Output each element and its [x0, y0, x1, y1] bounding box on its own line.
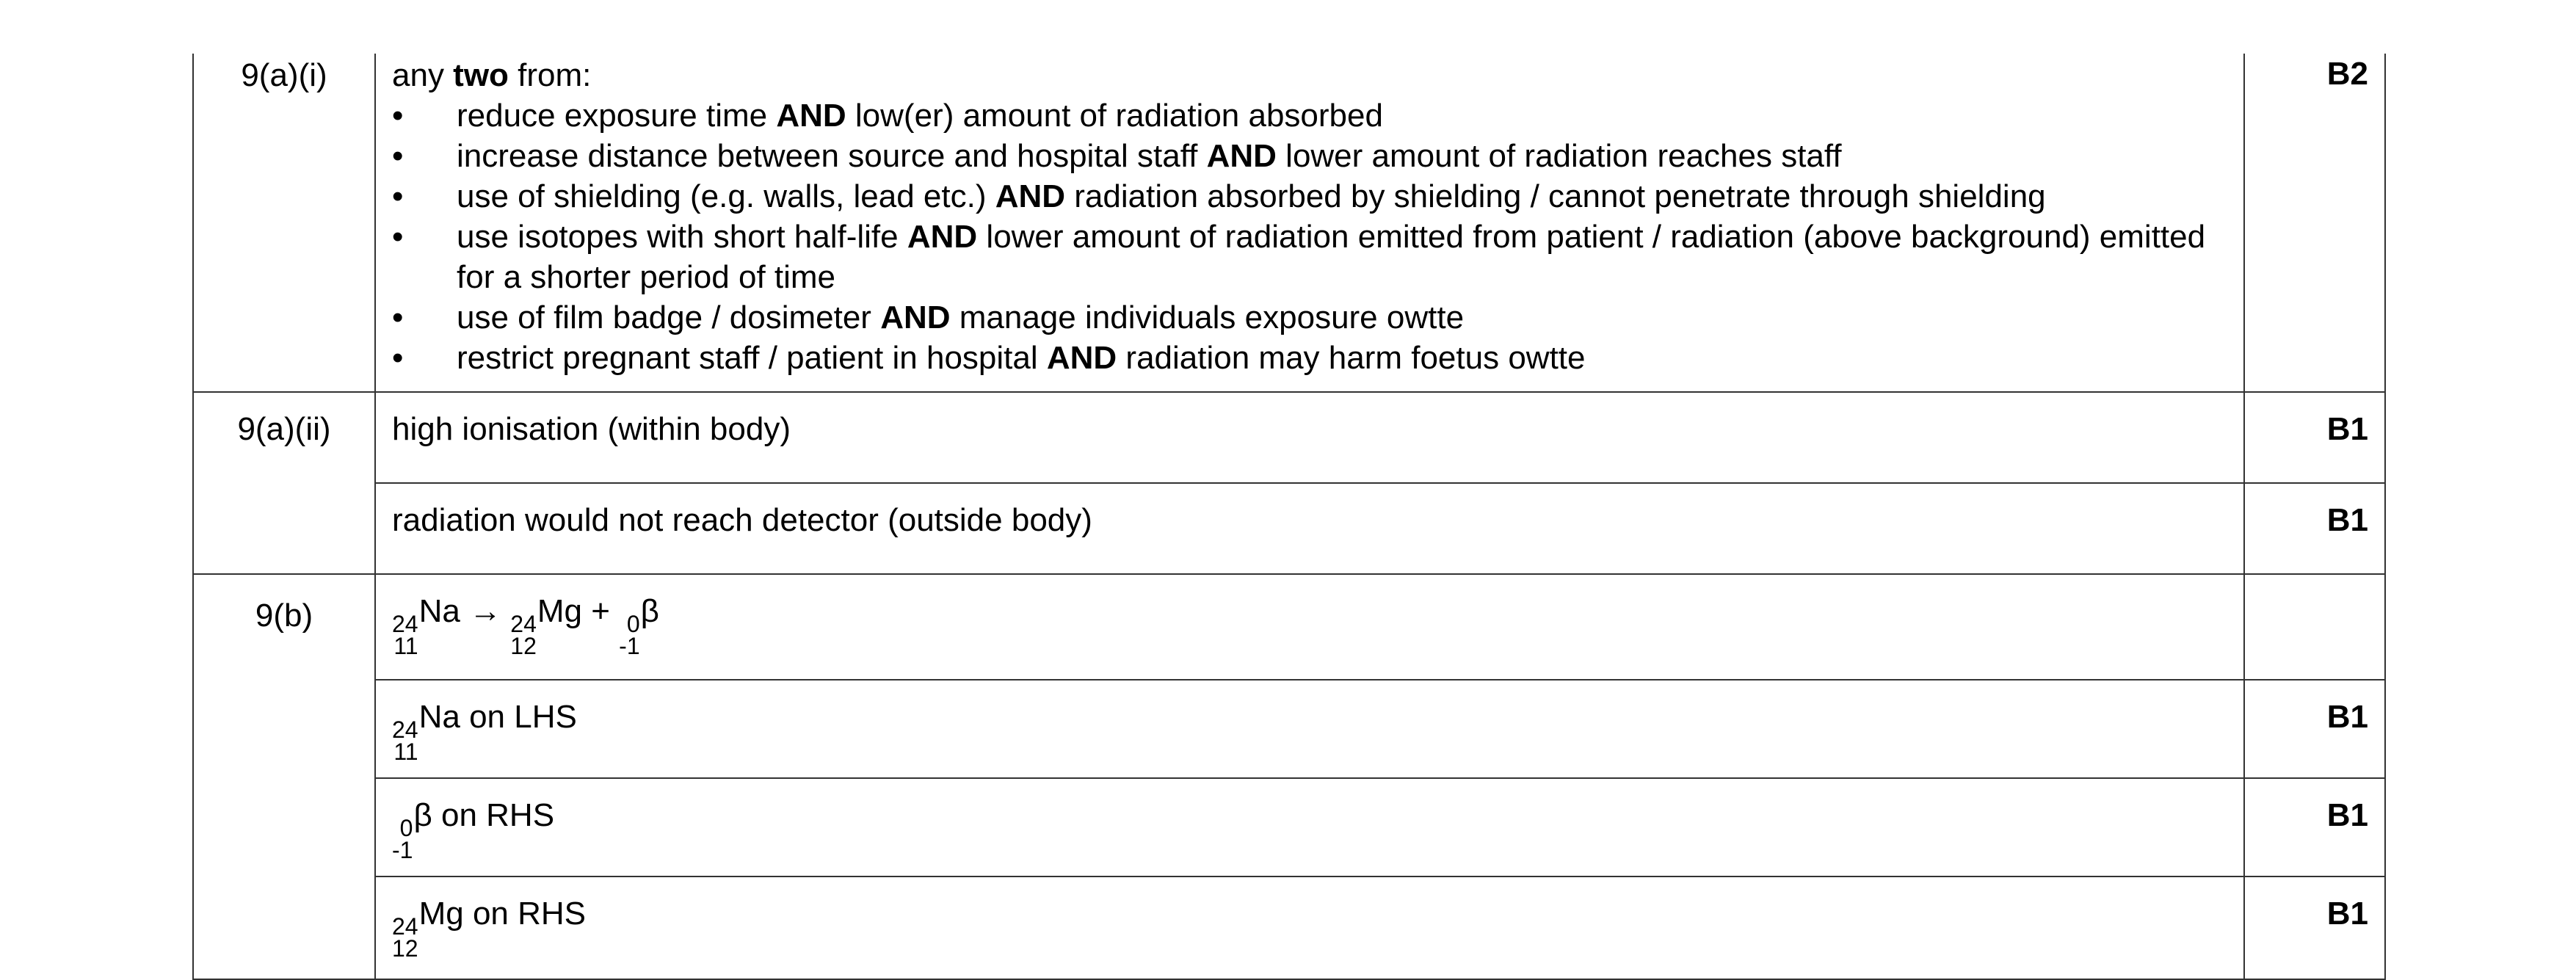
row-9a-ii-1 — [193, 392, 2385, 483]
bullet-icon: • — [392, 300, 404, 335]
arrow-icon: → — [460, 593, 511, 629]
decay-equation: 24 11 Na → 24 12 Mg + 0 -1 β — [375, 574, 2244, 680]
row-9a-ii-2 — [193, 483, 2385, 574]
bullet-icon: • — [392, 138, 404, 174]
row-9b-mg — [193, 876, 2385, 979]
answer-point-list — [392, 95, 2229, 391]
question-number: 9(b) — [193, 574, 375, 979]
mark-cell — [2244, 574, 2385, 680]
magnesium-nuclide-notation: 24 12 — [510, 611, 537, 660]
bullet-icon: • — [392, 219, 404, 255]
bullet-icon: • — [392, 98, 404, 134]
mark-cell: B1 — [2244, 483, 2385, 574]
answer-cell: high ionisation (within body) — [375, 392, 2244, 483]
answer-point: • restrict pregnant staff / patient in hospital AND radiation may harm foetus owtte — [392, 338, 2229, 391]
row-9b-beta — [193, 778, 2385, 876]
answer-point: • reduce exposure time AND low(er) amount of radiation absorbed — [392, 95, 2229, 136]
mark-cell: B2 — [2244, 54, 2385, 392]
mark-cell: B1 — [2244, 876, 2385, 979]
answer-point: • use of film badge / dosimeter AND manage individuals exposure owtte — [392, 297, 2229, 338]
answer-cell — [375, 54, 2244, 392]
question-number: 9(a)(i) — [193, 54, 375, 392]
answer-cell: 0 -1 β on RHS — [375, 778, 2244, 876]
question-number: 9(a)(ii) — [193, 392, 375, 574]
answer-point: • use of shielding (e.g. walls, lead etc.) AND radiation absorbed by shielding / cannot penetrate through shielding — [392, 176, 2229, 217]
answer-point: • increase distance between source and hospital staff AND lower amount of radiation reaches staff — [392, 136, 2229, 176]
answer-intro: any two from: — [392, 57, 592, 93]
row-9a-i — [193, 54, 2385, 392]
mark-cell: B1 — [2244, 680, 2385, 778]
mark-cell: B1 — [2244, 778, 2385, 876]
sodium-nuclide-notation: 24 11 — [392, 611, 418, 660]
answer-point: • use isotopes with short half-life AND lower amount of radiation emitted from patient / radiation (above background) emitted for a shorter period of time — [392, 217, 2229, 297]
mark-cell: B1 — [2244, 392, 2385, 483]
row-9b-na — [193, 680, 2385, 778]
row-9b-equation — [193, 574, 2385, 680]
beta-particle-notation: 0 -1 — [619, 611, 640, 660]
bullet-icon: • — [392, 340, 404, 376]
answer-cell: 24 12 Mg on RHS — [375, 876, 2244, 979]
mark-scheme-table — [192, 54, 2386, 980]
answer-cell: radiation would not reach detector (outside body) — [375, 483, 2244, 574]
answer-cell: 24 11 Na on LHS — [375, 680, 2244, 778]
bullet-icon: • — [392, 178, 404, 214]
